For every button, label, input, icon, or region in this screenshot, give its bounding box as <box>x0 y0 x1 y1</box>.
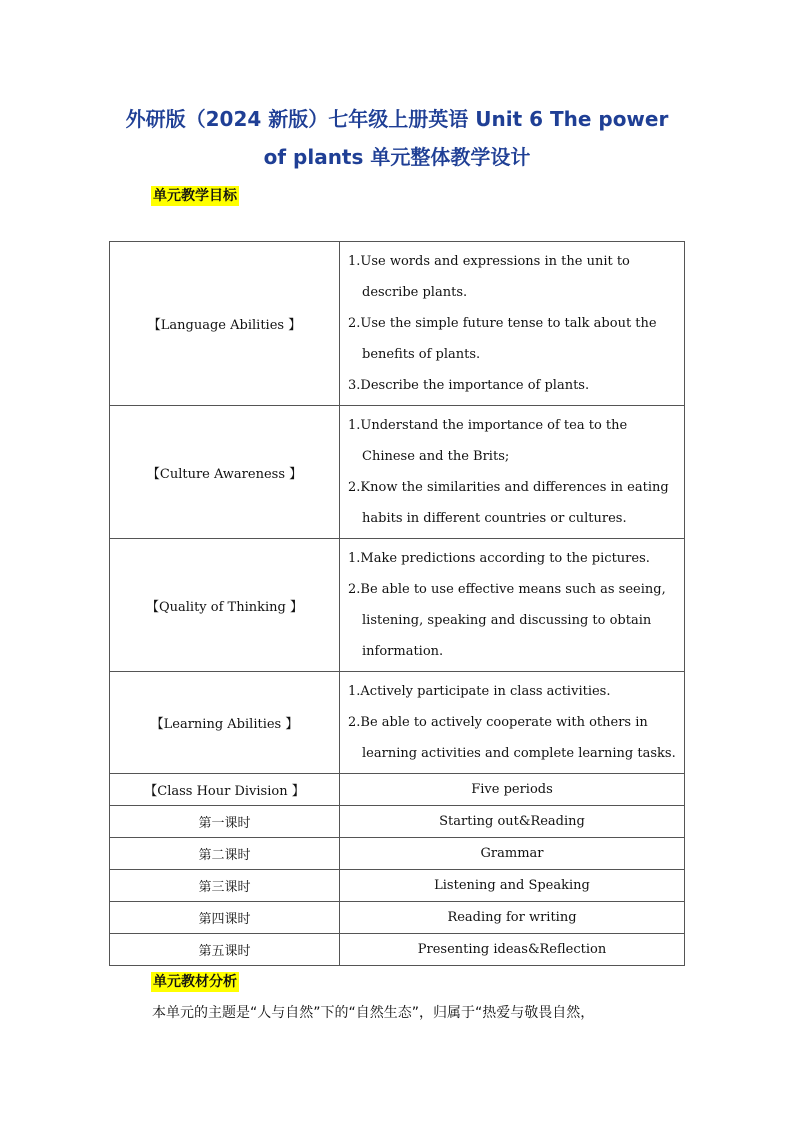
class-hour-label: 【Class Hour Division 】 <box>110 774 340 806</box>
document-title <box>60 100 734 176</box>
list-item: 2.Use the simple future tense to talk about the benefits of plants. <box>348 316 657 362</box>
goal-label: 【Culture Awareness 】 <box>110 406 340 539</box>
list-item: 1.Understand the importance of tea to the Chinese and the Brits; <box>348 418 628 464</box>
table-row <box>110 902 685 934</box>
period-content: Starting out&Reading <box>340 806 685 838</box>
list-item: 1.Actively participate in class activities. <box>348 684 611 699</box>
goal-content <box>340 672 685 774</box>
section-heading-analysis: 单元教材分析 <box>153 974 237 990</box>
table-row <box>110 934 685 966</box>
period-name: 第一课时 <box>110 806 340 838</box>
period-name: 第二课时 <box>110 838 340 870</box>
goal-content <box>340 242 685 406</box>
period-name: 第三课时 <box>110 870 340 902</box>
period-content: Reading for writing <box>340 902 685 934</box>
period-name: 第四课时 <box>110 902 340 934</box>
list-item: 2.Know the similarities and differences in eating habits in different countries or cultures. <box>348 480 669 526</box>
table-row <box>110 806 685 838</box>
table-row <box>110 539 685 672</box>
period-content: Presenting ideas&Reflection <box>340 934 685 966</box>
list-item: 3.Describe the importance of plants. <box>348 378 590 393</box>
goal-label: 【Quality of Thinking 】 <box>110 539 340 672</box>
class-hour-value: Five periods <box>340 774 685 806</box>
table-row <box>110 870 685 902</box>
list-item: 2.Be able to actively cooperate with others in learning activities and complete learning tasks. <box>348 715 676 761</box>
table-row <box>110 406 685 539</box>
list-item: 2.Be able to use effective means such as seeing, listening, speaking and discussing to obtain information. <box>348 582 666 659</box>
table-row <box>110 672 685 774</box>
section-heading-goals: 单元教学目标 <box>153 188 237 204</box>
list-item: 1.Use words and expressions in the unit to describe plants. <box>348 254 630 300</box>
list-item: 1.Make predictions according to the pictures. <box>348 551 650 566</box>
period-content: Listening and Speaking <box>340 870 685 902</box>
table-row <box>110 838 685 870</box>
goal-content <box>340 406 685 539</box>
table-row <box>110 242 685 406</box>
title-line-2: of plants 单元整体教学设计 <box>263 145 531 169</box>
goal-label: 【Language Abilities 】 <box>110 242 340 406</box>
period-name: 第五课时 <box>110 934 340 966</box>
goal-label: 【Learning Abilities 】 <box>110 672 340 774</box>
title-line-1: 外研版（2024 新版）七年级上册英语 Unit 6 The power <box>125 107 669 131</box>
goal-content <box>340 539 685 672</box>
period-content: Grammar <box>340 838 685 870</box>
goals-table <box>109 241 685 966</box>
analysis-paragraph: 本单元的主题是“人与自然”下的“自然生态”，归属于“热爱与敬畏自然， <box>152 1005 595 1021</box>
table-row <box>110 774 685 806</box>
